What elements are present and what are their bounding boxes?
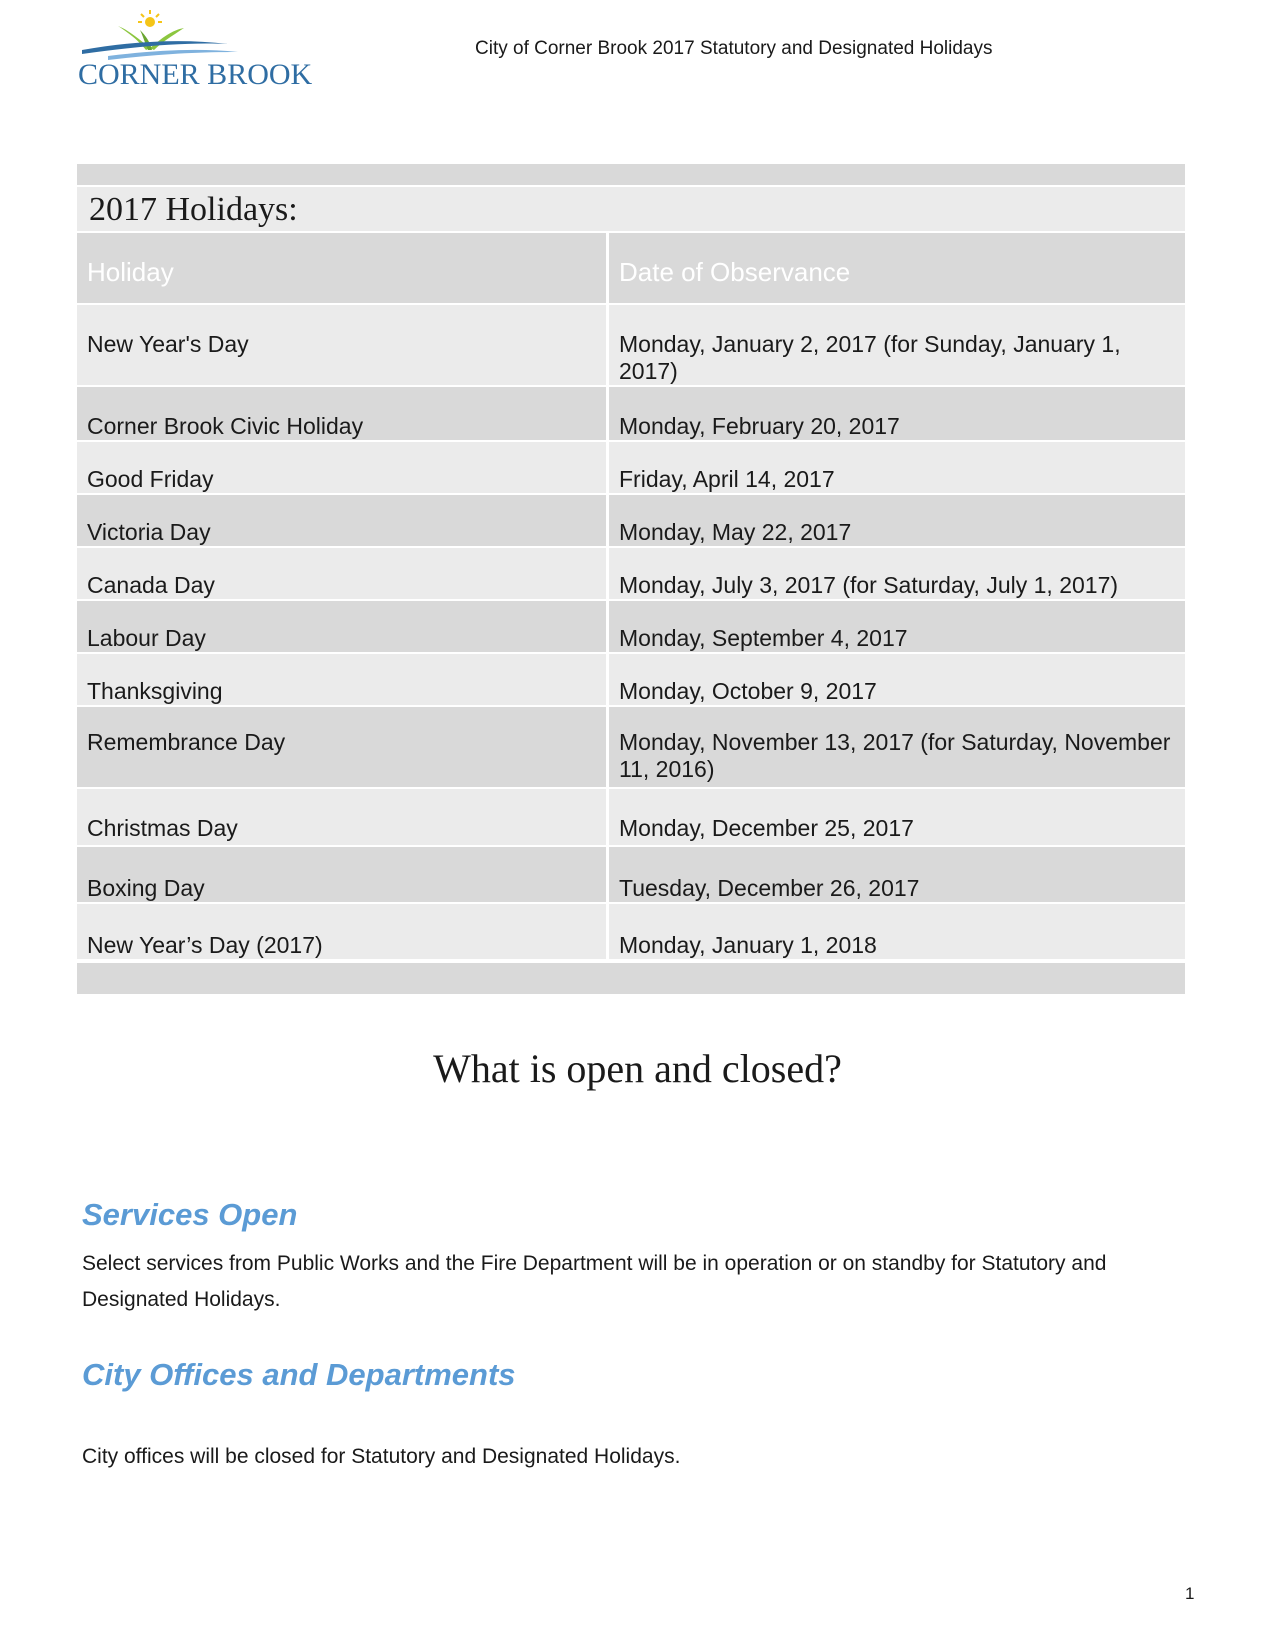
holiday-name-cell: Victoria Day xyxy=(77,495,609,548)
table-row xyxy=(77,847,1185,904)
table-bottom-band xyxy=(77,963,1185,994)
column-header-date: Date of Observance xyxy=(609,233,1185,305)
holiday-date-cell: Monday, November 13, 2017 (for Saturday, November 11, 2016) xyxy=(609,707,1185,789)
services-open-text: Select services from Public Works and the Fire Department will be in operation or on standby for Statutory and Designated Holidays. xyxy=(82,1252,1107,1311)
holiday-date-cell: Friday, April 14, 2017 xyxy=(609,442,1185,495)
open-closed-heading: What is open and closed? xyxy=(433,1046,842,1091)
holiday-date-cell: Monday, January 1, 2018 xyxy=(609,904,1185,961)
holidays-table xyxy=(77,233,1185,961)
holidays-table-container xyxy=(77,164,1185,994)
table-row xyxy=(77,495,1185,548)
page-number: 1 xyxy=(1185,1584,1195,1603)
logo-wordmark: CORNER BROOK xyxy=(78,58,313,91)
table-row xyxy=(77,904,1185,961)
holiday-name-cell: Remembrance Day xyxy=(77,707,609,789)
table-row xyxy=(77,601,1185,654)
holiday-name-cell: Boxing Day xyxy=(77,847,609,904)
holiday-date-cell: Monday, September 4, 2017 xyxy=(609,601,1185,654)
logo-emblem-icon xyxy=(78,8,308,64)
holiday-date-cell: Monday, May 22, 2017 xyxy=(609,495,1185,548)
holiday-name-cell: Canada Day xyxy=(77,548,609,601)
holiday-name-cell: Thanksgiving xyxy=(77,654,609,707)
table-row xyxy=(77,707,1185,789)
table-row xyxy=(77,789,1185,847)
holiday-name-cell: Christmas Day xyxy=(77,789,609,847)
services-open-heading: Services Open xyxy=(82,1197,298,1232)
table-row xyxy=(77,387,1185,442)
corner-brook-logo xyxy=(78,8,313,91)
holiday-date-cell: Monday, December 25, 2017 xyxy=(609,789,1185,847)
holiday-name-cell: New Year’s Day (2017) xyxy=(77,904,609,961)
table-row xyxy=(77,654,1185,707)
holiday-name-cell: Labour Day xyxy=(77,601,609,654)
holiday-date-cell: Monday, February 20, 2017 xyxy=(609,387,1185,442)
document-header-title: City of Corner Brook 2017 Statutory and Designated Holidays xyxy=(475,38,993,59)
holiday-date-cell: Monday, October 9, 2017 xyxy=(609,654,1185,707)
holiday-date-cell: Monday, July 3, 2017 (for Saturday, July 1, 2017) xyxy=(609,548,1185,601)
holiday-name-cell: Corner Brook Civic Holiday xyxy=(77,387,609,442)
table-header-row xyxy=(77,233,1185,305)
holiday-name-cell: New Year's Day xyxy=(77,305,609,387)
table-top-band xyxy=(77,164,1185,185)
city-offices-text: City offices will be closed for Statutory and Designated Holidays. xyxy=(82,1445,681,1468)
table-row xyxy=(77,442,1185,495)
column-header-holiday: Holiday xyxy=(77,233,609,305)
table-title: 2017 Holidays: xyxy=(77,187,1185,231)
table-row xyxy=(77,305,1185,387)
table-row xyxy=(77,548,1185,601)
holiday-date-cell: Monday, January 2, 2017 (for Sunday, January 1, 2017) xyxy=(609,305,1185,387)
city-offices-heading: City Offices and Departments xyxy=(82,1357,516,1392)
holiday-name-cell: Good Friday xyxy=(77,442,609,495)
holiday-date-cell: Tuesday, December 26, 2017 xyxy=(609,847,1185,904)
